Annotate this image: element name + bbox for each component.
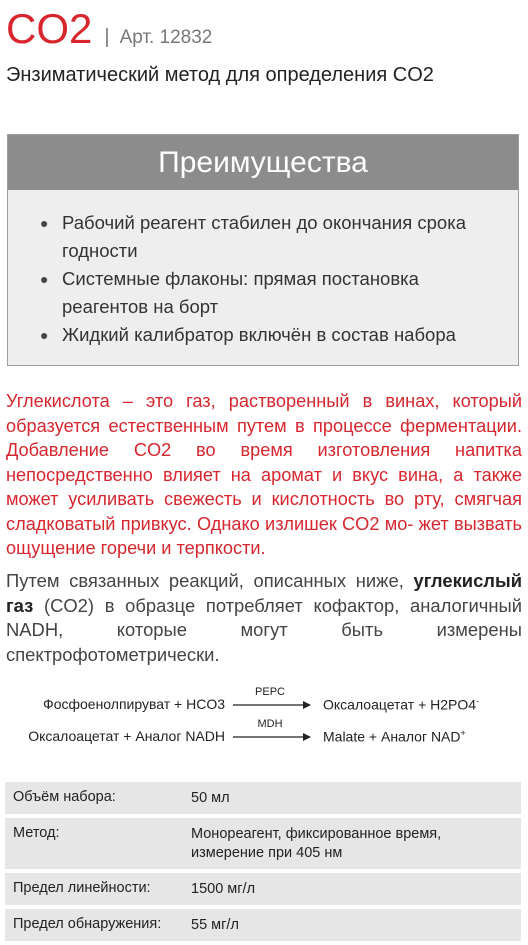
- co2-description: Углекислота – это газ, растворенный в винах, который образуется естественным путем в процессе ферментации. Добавление CO2 во время изготовления напитка непосредственно влияет на аромат и вкус вина, а также может усиливать свежесть и кислотность во рту, смягчая сладковатый привкус. Однако излишек CO2 мо- жет вызвать ощущение горечи и терпкости.: [6, 391, 522, 558]
- advantages-list: [36, 209, 506, 349]
- product-name: CO2: [6, 5, 93, 52]
- table-row: [5, 816, 521, 871]
- advantage-text: Системные флаконы: прямая постановка реагентов на борт: [62, 268, 419, 317]
- reaction-reactants: Фосфоенолпируват + HCO3: [43, 696, 225, 712]
- method-text-start: Путем связанных реакций, описанных ниже,: [6, 570, 414, 591]
- advantages-panel: [7, 134, 519, 366]
- bullet-icon: ●: [40, 215, 49, 231]
- reaction-1: [0, 686, 528, 714]
- reaction-enzyme: PEPC: [255, 686, 285, 698]
- table-row: [5, 907, 521, 943]
- method-description: [6, 569, 522, 667]
- advantage-item: [36, 321, 506, 349]
- advantage-item: [36, 265, 506, 321]
- specifications-table: [5, 782, 521, 945]
- reaction-2: [0, 718, 528, 746]
- advantages-title: Преимущества: [8, 135, 518, 190]
- reaction-products-text: Malate + Аналог NAD: [323, 728, 461, 745]
- spec-value: 50 мл: [191, 782, 521, 816]
- spec-value: [191, 816, 521, 871]
- reaction-arrow-icon: [233, 700, 311, 710]
- table-row: [5, 871, 521, 907]
- product-subtitle: Энзиматический метод для определения CO2: [6, 64, 434, 86]
- reaction-arrow-icon: [233, 732, 311, 742]
- spec-value: 1500 мг/л: [191, 871, 521, 907]
- reaction-products: [323, 728, 466, 745]
- reaction-products-charge: -: [476, 696, 480, 706]
- spec-value-line: измерение при 405 нм: [191, 845, 343, 861]
- advantage-text: Жидкий калибратор включён в состав набора: [62, 324, 456, 345]
- header-separator: |: [104, 26, 110, 48]
- spec-label: Метод:: [5, 816, 191, 871]
- advantage-text: Рабочий реагент стабилен до окончания срока годности: [62, 212, 467, 261]
- article-number: Арт. 12832: [119, 27, 213, 48]
- advantage-item: [36, 209, 506, 265]
- reaction-reactants: Оксалоацетат + Аналог NADH: [28, 728, 225, 744]
- spec-value-line: Монореагент, фиксированное время,: [191, 826, 442, 842]
- spec-label: Объём набора:: [5, 782, 191, 816]
- product-header: [6, 2, 212, 56]
- reaction-products-text: Оксалоацетат + H2PO4: [323, 696, 477, 713]
- reaction-products-charge: +: [460, 728, 466, 738]
- bullet-icon: ●: [40, 271, 49, 287]
- spec-label: Предел линейности:: [5, 871, 191, 907]
- method-text-bold: углекислый газ: [6, 570, 522, 616]
- table-row: [5, 782, 521, 816]
- reaction-products: [323, 696, 479, 713]
- bullet-icon: ●: [40, 327, 49, 343]
- spec-value: 55 мг/л: [191, 907, 521, 943]
- method-text-end: (CO2) в образце потребляет кофактор, аналогичный NADH, которые могут быть измерены спектрофотометрически.: [6, 594, 522, 665]
- reaction-enzyme: MDH: [257, 718, 283, 730]
- spec-label: Предел обнаружения:: [5, 907, 191, 943]
